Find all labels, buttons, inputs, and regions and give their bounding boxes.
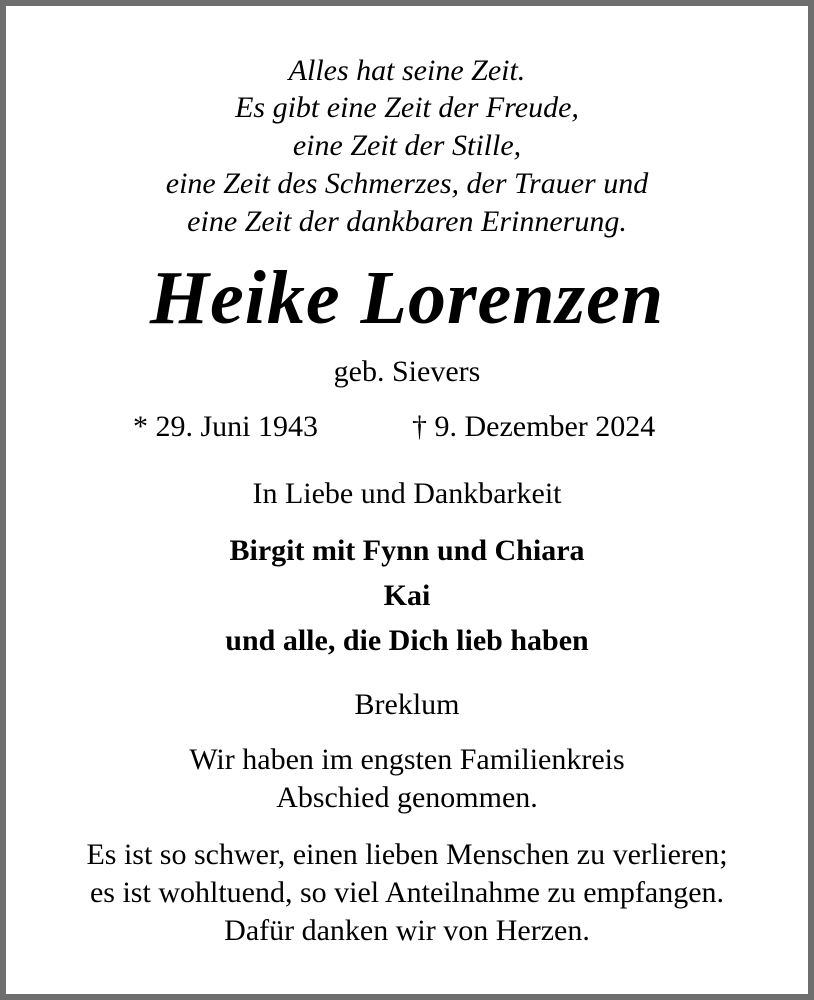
mourner-line: Birgit mit Fynn und Chiara	[229, 534, 585, 567]
birth-date: * 29. Juni 1943	[133, 410, 319, 443]
mourner-line: Kai	[383, 579, 431, 612]
life-dates	[6, 408, 808, 445]
death-date: † 9. Dezember 2024	[412, 410, 656, 443]
verse-line: Es gibt eine Zeit der Freude,	[235, 91, 579, 124]
maiden-name: geb. Sievers	[333, 355, 481, 388]
thanks-line: Es ist so schwer, einen lieben Menschen zu verlieren;	[86, 838, 728, 871]
obituary-notice	[6, 0, 808, 1000]
verse-line: eine Zeit der Stille,	[292, 129, 522, 162]
verse-line: eine Zeit des Schmerzes, der Trauer und	[165, 167, 649, 200]
verse-line: Alles hat seine Zeit.	[288, 54, 526, 87]
verse-line: eine Zeit der dankbaren Erinnerung.	[187, 205, 627, 238]
dedication: In Liebe und Dankbarkeit	[252, 477, 562, 510]
mourner-line: und alle, die Dich lieb haben	[225, 624, 589, 657]
thanks-line: es ist wohltuend, so viel Anteilnahme zu empfangen.	[89, 876, 725, 909]
deceased-name: Heike Lorenzen	[149, 256, 665, 340]
farewell-line: Abschied genommen.	[276, 781, 538, 814]
thanks-line: Dafür danken wir von Herzen.	[224, 914, 590, 947]
place: Breklum	[354, 688, 460, 721]
farewell-line: Wir haben im engsten Familienkreis	[189, 743, 625, 776]
